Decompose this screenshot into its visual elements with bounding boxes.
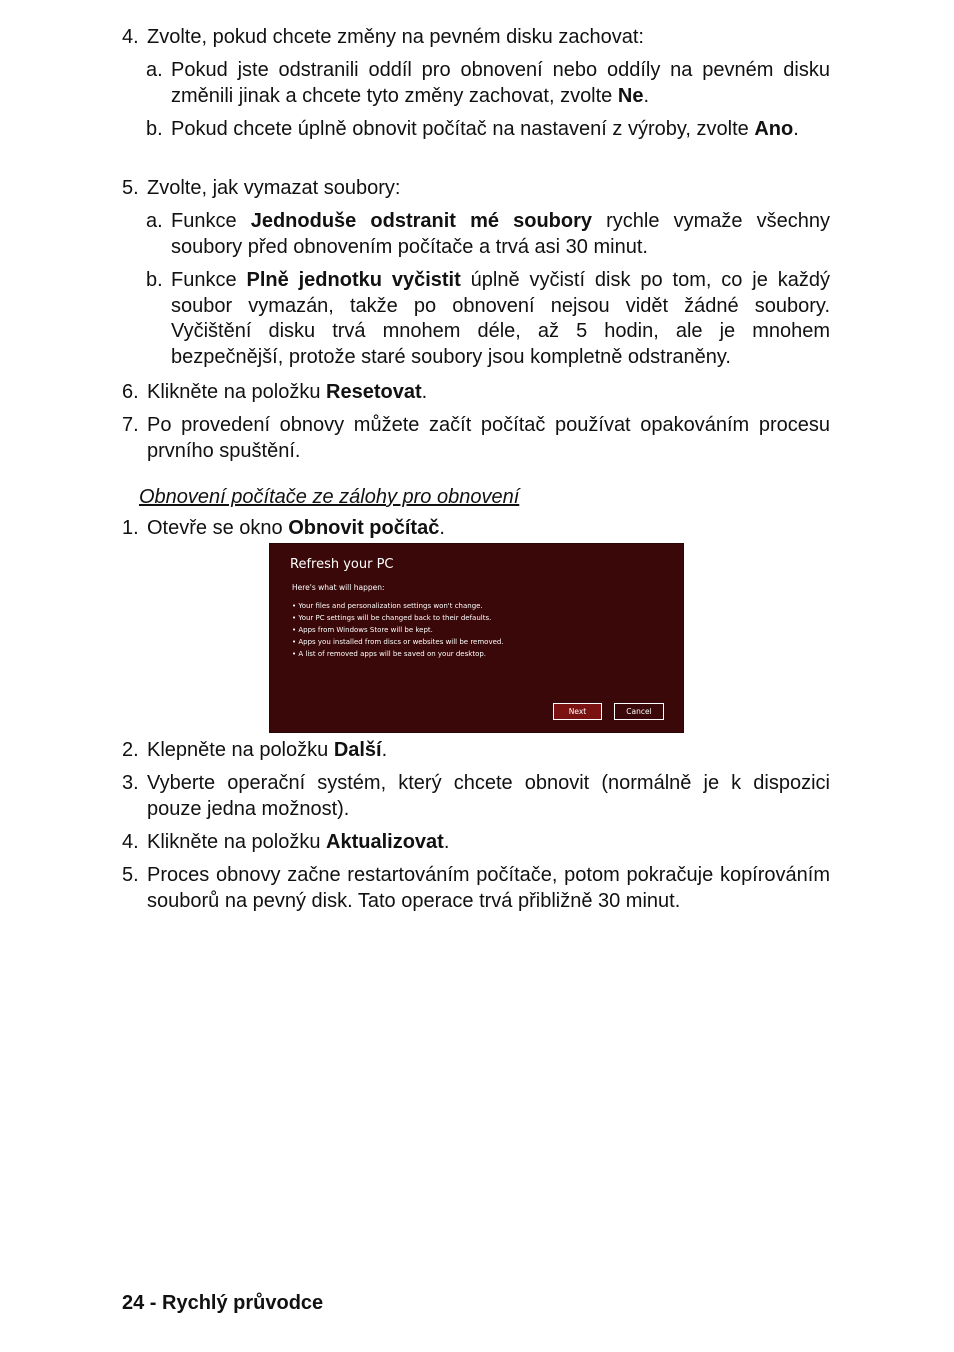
list-item-4 [122, 25, 830, 51]
list-number: 3. [122, 772, 139, 794]
dialog-bullet: • A list of removed apps will be saved on your desktop. [292, 650, 487, 658]
list-text: Pokud chcete úplně obnovit počítač na nastavení z výroby, zvolte Ano. [171, 118, 799, 140]
next-button[interactable]: Next [553, 703, 602, 720]
list-text: Zvolte, pokud chcete změny na pevném disku zachovat: [147, 26, 644, 48]
list-text: Klikněte na položku Resetovat. [147, 381, 428, 403]
page-footer: 24 - Rychlý průvodce [122, 1292, 324, 1314]
list-number: 4. [122, 831, 139, 853]
list-item-3 [122, 771, 830, 822]
list-item-4 [122, 830, 830, 856]
list-text: Proces obnovy začne restartováním počítače, potom pokračuje kopírováním souborů na pevný disk. Tato operace trvá přibližně 30 minut. [147, 864, 830, 912]
list-item-2 [122, 738, 830, 764]
list-text: Funkce Plně jednotku vyčistit úplně vyčistí disk po tom, co je každý soubor vymazán, takže po obnovení nejsou vidět žádné soubory. Vyčištění disku trvá mnohem déle, až 5 hodin, ale je mnohem bezpečnější, protože staré soubory jsou kompletně odstraněny. [171, 269, 831, 368]
list-letter: b. [146, 269, 163, 291]
list-item-4b [146, 117, 830, 143]
list-text: Klepněte na položku Další. [147, 739, 388, 761]
list-item-7 [122, 413, 830, 464]
dialog-bullet: • Your PC settings will be changed back to their defaults. [292, 614, 492, 622]
list-number: 4. [122, 26, 139, 48]
dialog-bullet-list [292, 600, 504, 660]
list-item-5 [122, 863, 830, 914]
list-text: Klikněte na položku Aktualizovat. [147, 831, 450, 853]
list-item-1 [122, 516, 830, 542]
list-item-4a [146, 58, 830, 109]
list-item-5a [146, 209, 830, 260]
list-letter: a. [146, 210, 163, 232]
dialog-subtitle: Here's what will happen: [292, 583, 385, 592]
list-text: Funkce Jednoduše odstranit mé soubory rychle vymaže všechny soubory před obnovením počítače a trvá asi 30 minut. [171, 210, 830, 258]
dialog-title: Refresh your PC [290, 557, 394, 572]
list-letter: b. [146, 118, 163, 140]
dialog-bullet: • Apps from Windows Store will be kept. [292, 626, 433, 634]
list-number: 7. [122, 414, 139, 436]
list-item-5b [146, 268, 830, 370]
list-text: Vyberte operační systém, který chcete obnovit (normálně je k dispozici pouze jedna možnost). [147, 772, 830, 820]
list-number: 1. [122, 517, 139, 539]
list-text: Zvolte, jak vymazat soubory: [147, 177, 401, 199]
refresh-pc-screenshot [269, 543, 684, 733]
list-number: 6. [122, 381, 139, 403]
list-text: Po provedení obnovy můžete začít počítač používat opakováním procesu prvního spuštění. [147, 414, 830, 462]
section-subheading: Obnovení počítače ze zálohy pro obnovení [139, 486, 520, 508]
dialog-bullet: • Your files and personalization settings won't change. [292, 602, 483, 610]
list-item-6 [122, 380, 830, 406]
cancel-button[interactable]: Cancel [614, 703, 664, 720]
dialog-bullet: • Apps you installed from discs or websites will be removed. [292, 638, 504, 646]
list-item-5 [122, 176, 830, 202]
list-number: 5. [122, 177, 139, 199]
list-text: Otevře se okno Obnovit počítač. [147, 517, 445, 539]
list-text: Pokud jste odstranili oddíl pro obnovení nebo oddíly na pevném disku změnili jinak a chcete tyto změny zachovat, zvolte Ne. [171, 59, 830, 107]
list-number: 5. [122, 864, 139, 886]
list-number: 2. [122, 739, 139, 761]
list-letter: a. [146, 59, 163, 81]
